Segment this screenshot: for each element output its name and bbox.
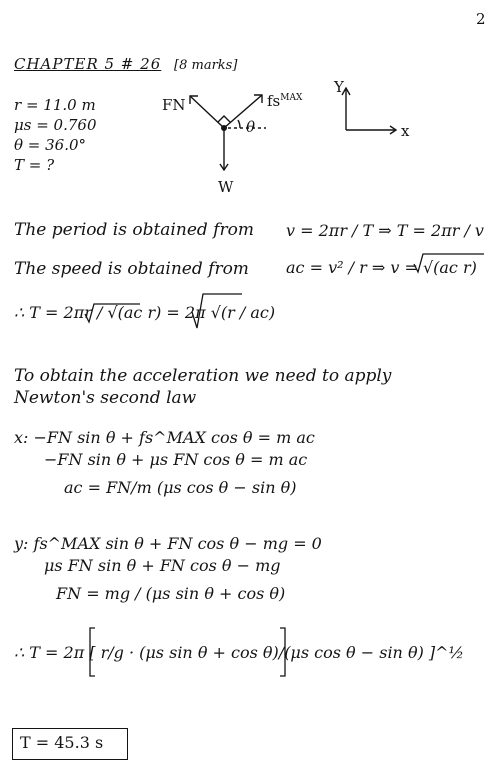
fs-base: fs xyxy=(267,92,281,110)
speed-text: The speed is obtained from xyxy=(14,259,249,279)
fs-superscript: MAX xyxy=(280,93,303,103)
y-equation-3: FN = mg / (μs sin θ + cos θ) xyxy=(56,584,286,603)
newton-law-text: Newton's second law xyxy=(14,388,197,408)
x-equation-3: ac = FN/m (μs cos θ − sin θ) xyxy=(64,478,297,497)
speed-equation: ac = v² / r ⇒ v = √(ac r) xyxy=(286,258,477,277)
y-axis-label: Y xyxy=(334,78,344,96)
fs-label xyxy=(267,92,302,110)
y-equation-1: y: fs^MAX sin θ + FN cos θ − mg = 0 xyxy=(14,534,322,553)
period-equation: v = 2πr / T ⇒ T = 2πr / v xyxy=(286,221,484,240)
x-equation-1: x: −FN sin θ + fs^MAX cos θ = m ac xyxy=(14,428,315,447)
period-text: The period is obtained from xyxy=(14,220,254,240)
acceleration-text: To obtain the acceleration we need to apply xyxy=(14,366,392,386)
weight-label: W xyxy=(218,178,234,196)
marks-label: [8 marks] xyxy=(174,58,238,73)
given-theta: θ = 36.0° xyxy=(14,136,87,154)
x-axis-label: x xyxy=(401,122,410,140)
page-number: 2 xyxy=(476,10,486,28)
y-equation-2: μs FN sin θ + FN cos θ − mg xyxy=(44,556,281,575)
given-mu: μs = 0.760 xyxy=(14,116,97,134)
given-radius: r = 11.0 m xyxy=(14,96,96,114)
answer-text: T = 45.3 s xyxy=(20,733,104,752)
fn-label: FN xyxy=(162,96,186,114)
theta-label: θ xyxy=(246,118,256,136)
given-period: T = ? xyxy=(14,156,55,174)
final-expression: ∴ T = 2π [ r/g · (μs sin θ + cos θ)/(μs cos θ − sin θ) ]^½ xyxy=(14,643,465,662)
period-expression: ∴ T = 2πr / √(ac r) = 2π √(r / ac) xyxy=(14,303,276,322)
chapter-title: CHAPTER 5 # 26 xyxy=(14,55,162,73)
x-equation-2: −FN sin θ + μs FN cos θ = m ac xyxy=(44,450,308,469)
